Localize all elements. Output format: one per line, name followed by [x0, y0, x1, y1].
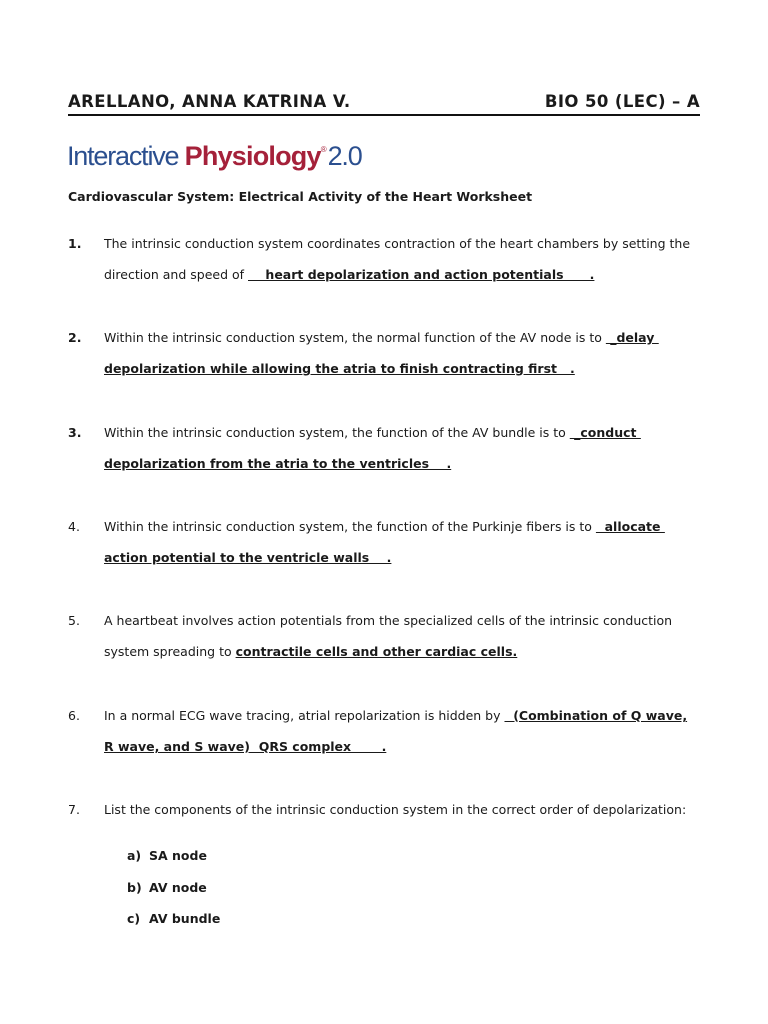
question-number: 1.	[68, 236, 82, 251]
question-number: 4.	[68, 519, 80, 534]
answer-text: _conduct	[569, 425, 641, 440]
question-text-part: In a normal ECG wave tracing, atrial repolarization is hidden by	[104, 708, 505, 723]
question-number: 6.	[68, 708, 80, 723]
question-text	[104, 519, 665, 534]
question-text	[104, 708, 687, 723]
answer-text: depolarization while allowing the atria to finish contracting first .	[104, 361, 575, 376]
question-text	[104, 802, 686, 817]
question-text-part: direction and speed of	[104, 267, 249, 282]
list-item-letter: b)	[127, 880, 142, 895]
question-number: 7.	[68, 802, 80, 817]
list-item	[127, 911, 220, 926]
answer-text: heart depolarization and action potentials .	[248, 267, 595, 282]
question-continuation	[104, 267, 594, 282]
question-continuation	[104, 361, 575, 376]
answer-text: depolarization from the atria to the ventricles .	[104, 456, 452, 471]
question-text-part: Within the intrinsic conduction system, the function of the Purkinje fibers is to	[104, 519, 596, 534]
logo-version-text: 2.0	[327, 141, 362, 171]
logo-physiology-text: Physiology	[184, 141, 321, 171]
list-item-letter: c)	[127, 911, 141, 926]
answer-text: allocate	[595, 519, 665, 534]
question-text	[104, 330, 659, 345]
question-text-part: system spreading to	[104, 644, 236, 659]
question-number: 2.	[68, 330, 82, 345]
question-continuation	[104, 550, 391, 565]
question-text-part: Within the intrinsic conduction system, the function of the AV bundle is to	[104, 425, 570, 440]
question-continuation	[104, 644, 517, 659]
worksheet-title: Cardiovascular System: Electrical Activity of the Heart Worksheet	[68, 189, 533, 204]
question-text	[104, 236, 690, 251]
logo-interactive-text: Interactive	[67, 141, 185, 171]
question-text-part: Within the intrinsic conduction system, the normal function of the AV node is to	[104, 330, 606, 345]
question-continuation	[104, 456, 451, 471]
interactive-physiology-logo	[67, 143, 362, 170]
list-item-text: AV node	[149, 880, 207, 895]
question-text-part: A heartbeat involves action potentials from the specialized cells of the intrinsic conduction	[104, 613, 673, 628]
course-code: BIO 50 (LEC) – A	[544, 92, 700, 111]
list-item	[127, 848, 207, 863]
document-header	[68, 92, 700, 116]
list-item-text: SA node	[149, 848, 207, 863]
question-text-part: List the components of the intrinsic conduction system in the correct order of depolarization:	[104, 802, 687, 817]
answer-text: R wave, and S wave) QRS complex .	[104, 739, 387, 754]
question-text	[104, 425, 641, 440]
student-name: ARELLANO, ANNA KATRINA V.	[68, 92, 351, 111]
list-item	[127, 880, 207, 895]
list-item-text: AV bundle	[149, 911, 221, 926]
question-number: 5.	[68, 613, 80, 628]
question-number: 3.	[68, 425, 82, 440]
question-continuation	[104, 739, 386, 754]
list-item-letter: a)	[127, 848, 142, 863]
answer-text: (Combination of Q wave,	[504, 708, 688, 723]
answer-text: _delay	[605, 330, 659, 345]
answer-text: action potential to the ventricle walls .	[104, 550, 392, 565]
question-text-part: The intrinsic conduction system coordinates contraction of the heart chambers by setting the	[104, 236, 691, 251]
logo-registered-mark: ®	[320, 145, 327, 154]
question-text	[104, 613, 672, 628]
answer-text: contractile cells and other cardiac cells.	[235, 644, 518, 659]
